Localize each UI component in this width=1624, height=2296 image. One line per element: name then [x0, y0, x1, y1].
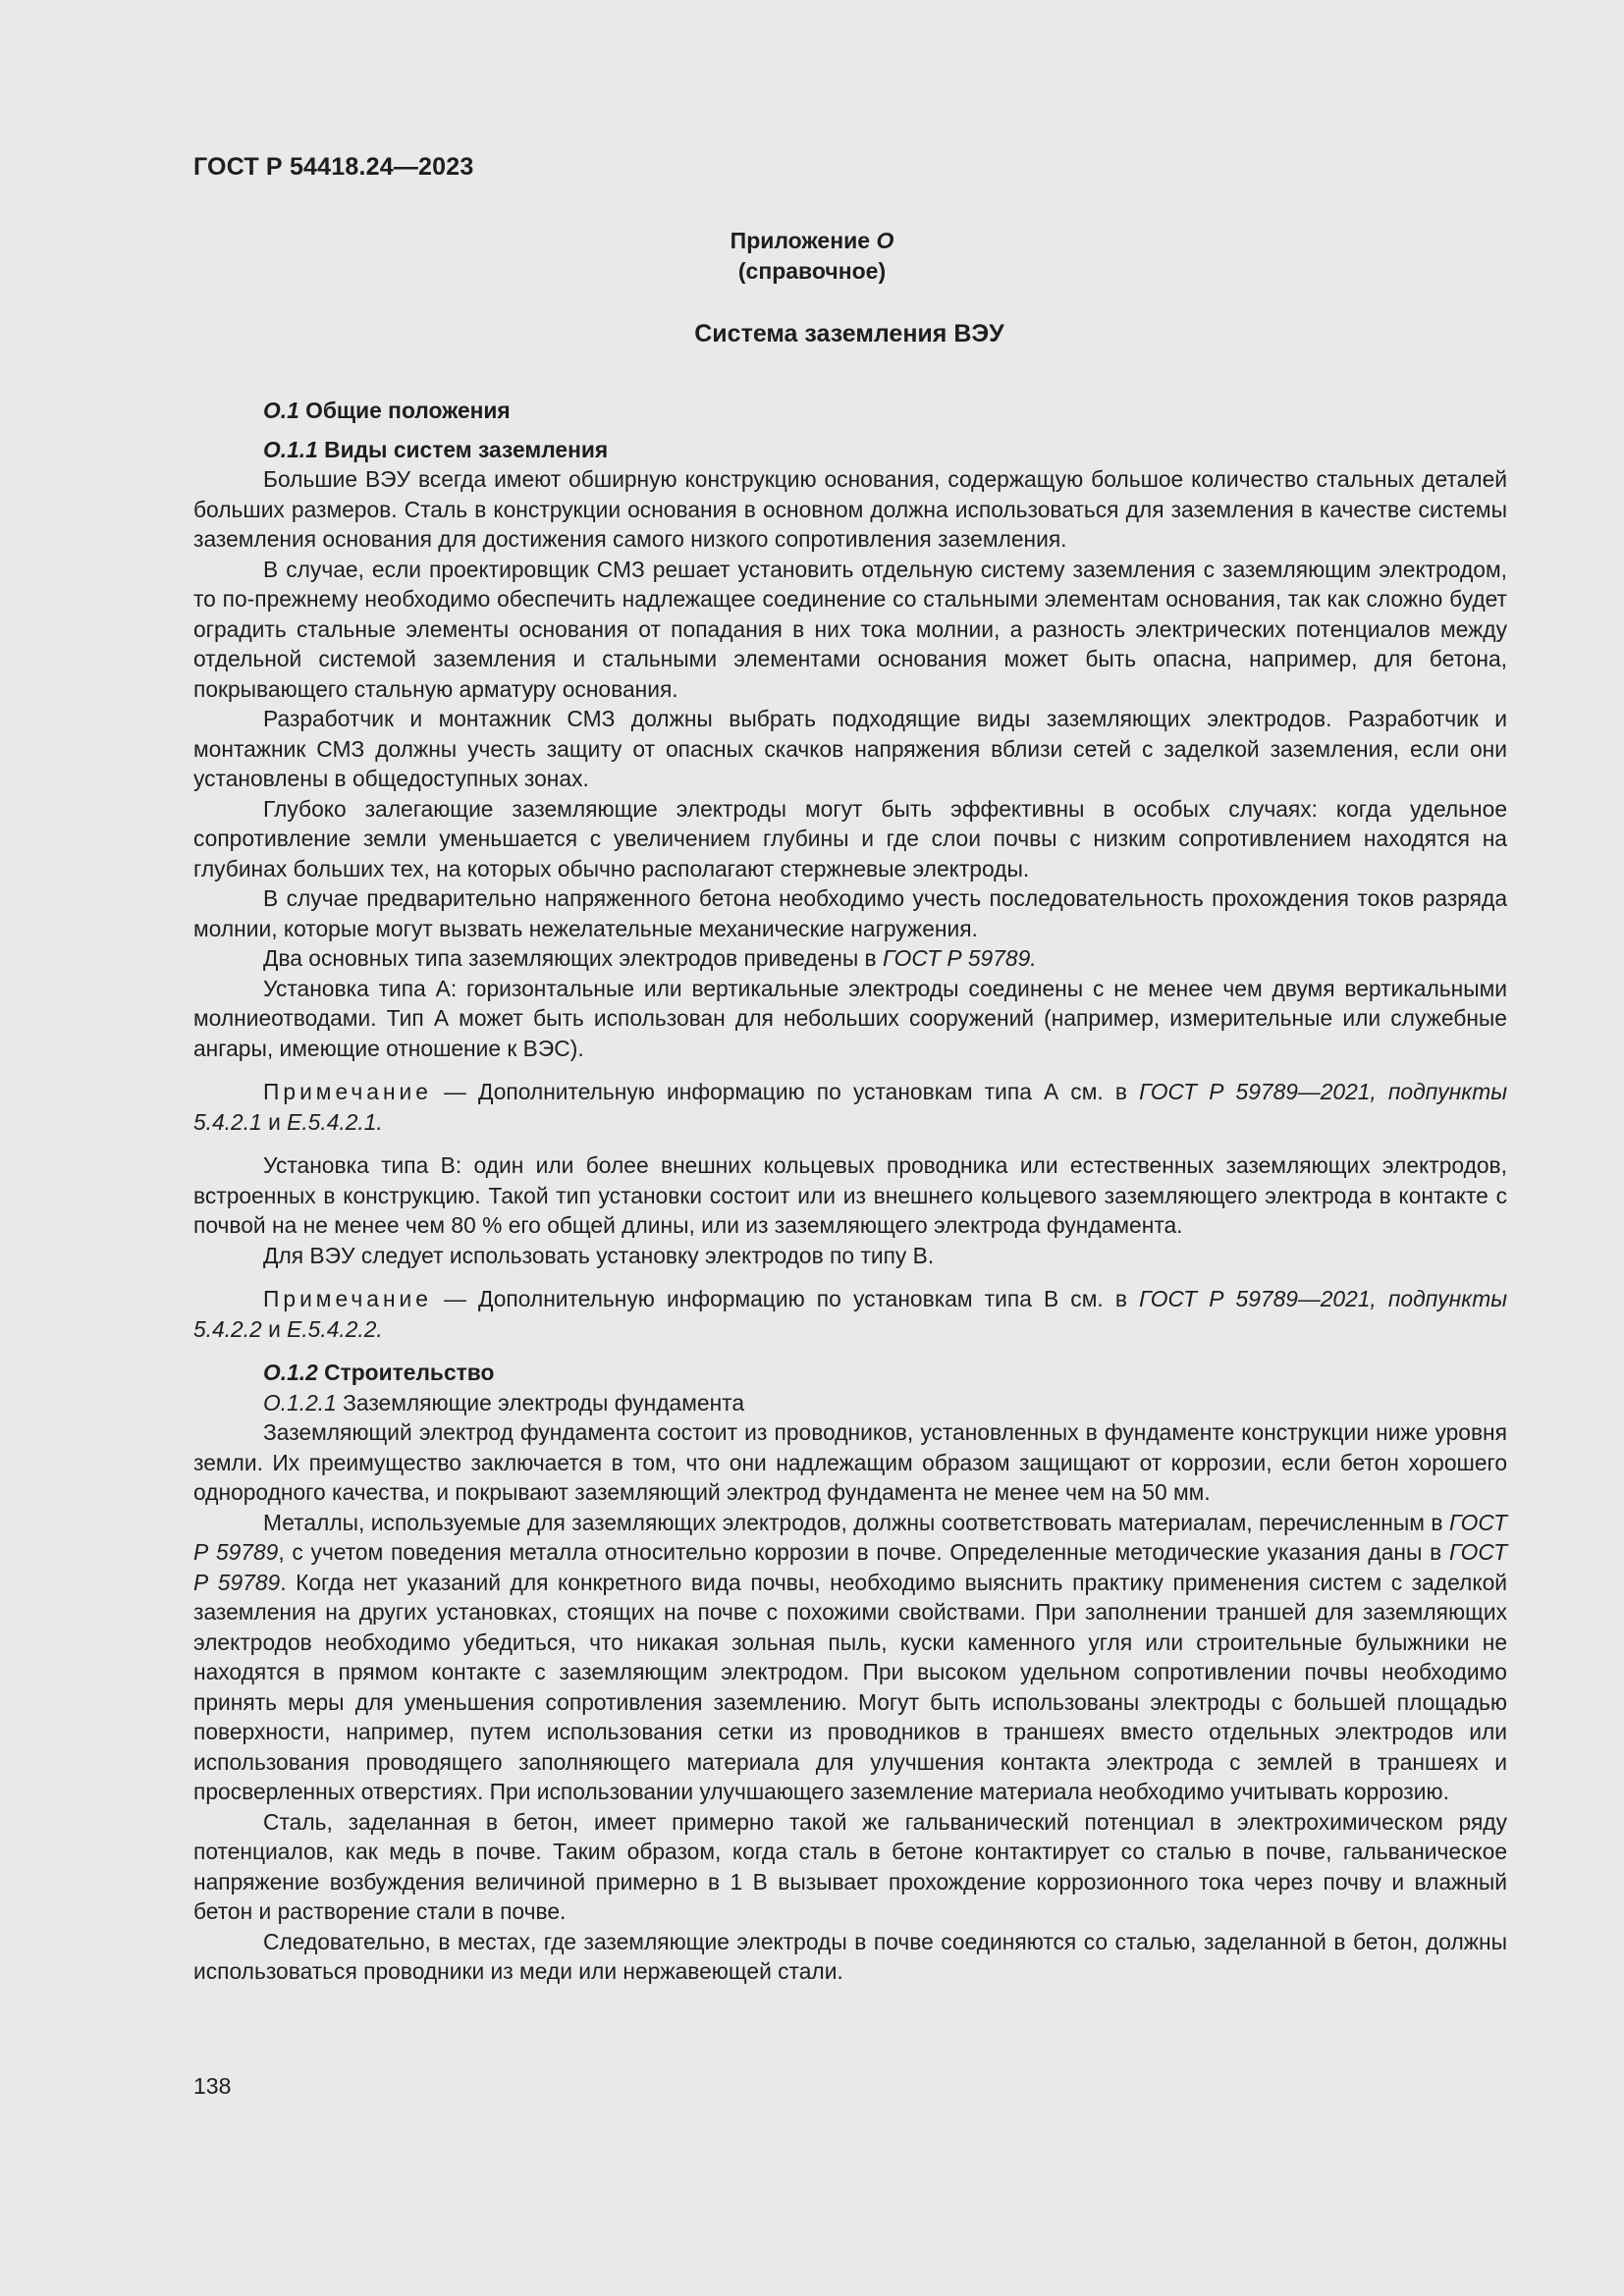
paragraph: Для ВЭУ следует использовать установку электродов по типу В.	[263, 1242, 935, 1268]
paragraph: Установка типа В: один или более внешних кольцевых проводника или естественных заземляющих электродов, встроенных в конструкцию. Такой тип установки состоит или из внешнего кольцевого заземляющего электрода в контакте с почвой на не менее чем 80 % его общей длины, или из заземляющего электрода фундамента.	[193, 1152, 1507, 1238]
appendix-kind: (справочное)	[737, 258, 887, 284]
document-code-header: ГОСТ Р 54418.24—2023	[193, 153, 474, 181]
paragraph-text: . Когда нет указаний для конкретного вида почвы, необходимо выяснить практику применения систем с заделкой заземления на других установках, стоящих на почве с похожими свойствами. При заполнении траншей для заземляющих электродов необходимо убедиться, что никакая зольная пыль, куски каменного угля или строительные булыжники не находятся в прямом контакте с заземляющим электродом. При высоком удельном сопротивлении почвы необходимо принять меры для уменьшения сопротивления заземлению. Могут быть использованы электроды с большей площадью поверхности, например, путем использования сетки из проводников в траншеях вместо отдельных электродов или использования проводящего заполняющего материала для улучшения контакта электрода с землей в траншеях и просверленных отверстиях. При использовании улучшающего заземление материала необходимо учитывать коррозию.	[193, 1569, 1508, 1804]
subsection-number: О.1.2.1	[263, 1389, 337, 1415]
paragraph	[193, 1508, 1507, 1807]
paragraph-text: , с учетом поведения металла относительно коррозии в почве. Определенные методические указания даны в	[278, 1539, 1442, 1565]
note-conjunction: и	[268, 1315, 281, 1342]
paragraph: Глубоко залегающие заземляющие электроды могут быть эффективны в особых случаях: когда удельное сопротивление земли уменьшается с увеличением глубины и где слои почвы с низким сопротивлением находятся на глубинах больших тех, на которых обычно располагают стержневые электроды.	[193, 795, 1507, 881]
standard-reference: ГОСТ Р 59789	[193, 1539, 1508, 1595]
paragraph-text: Металлы, используемые для заземляющих электродов, должны соответствовать материалам, перечисленным в	[263, 1509, 1443, 1535]
paragraph-text: Два основных типа заземляющих электродов приведены в	[263, 945, 877, 971]
paragraph: Заземляющий электрод фундамента состоит из проводников, установленных в фундаменте конструкции ниже уровня земли. Их преимущество заключается в том, что они надлежащим образом защищают от коррозии, если бетон хорошего однородного качества, и покрывают заземляющий электрод фундамента не менее чем на 50 мм.	[193, 1419, 1507, 1505]
note-paragraph	[193, 1077, 1507, 1137]
section-heading-o1	[193, 396, 1507, 426]
appendix-heading	[0, 226, 1624, 287]
standard-reference: ГОСТ Р 59789—2021, подпункты 5.4.2.1	[193, 1079, 1507, 1135]
note-paragraph	[193, 1284, 1507, 1344]
note-label: Примечание	[263, 1286, 432, 1311]
section-heading-o12	[193, 1358, 1507, 1388]
note-text: — Дополнительную информацию по установкам типа В см. в	[444, 1286, 1127, 1311]
paragraph: Большие ВЭУ всегда имеют обширную конструкцию основания, содержащую большое количество стальных деталей больших размеров. Сталь в конструкции основания в основном должна использоваться для заземления в качестве системы заземления основания для достижения самого низкого сопротивления заземления.	[193, 466, 1507, 552]
document-body	[193, 396, 1507, 1987]
appendix-title: Система заземления ВЭУ	[694, 320, 1004, 347]
appendix-label-line	[0, 226, 1624, 256]
note-text: — Дополнительную информацию по установкам типа А см. в	[444, 1079, 1127, 1104]
paragraph: Разработчик и монтажник СМЗ должны выбрать подходящие виды заземляющих электродов. Разработчик и монтажник СМЗ должны учесть защиту от опасных скачков напряжения вблизи сетей с заделкой заземления, если они установлены в общедоступных зонах.	[193, 706, 1507, 791]
note-label: Примечание	[263, 1079, 432, 1104]
paragraph: В случае, если проектировщик СМЗ решает установить отдельную систему заземления с заземляющим электродом, то по-прежнему необходимо обеспечить надлежащее соединение со стальными элементам основания, так как сложно будет оградить стальные элементы основания от попадания в них тока молнии, а разность электрических потенциалов между отдельной системой заземления и стальными элементами основания может быть опасна, например, для бетона, покрывающего стальную арматуру основания.	[193, 556, 1507, 702]
paragraph: Следовательно, в местах, где заземляющие электроды в почве соединяются со сталью, заделанной в бетон, должны использоваться проводники из меди или нержавеющей стали.	[193, 1928, 1507, 1984]
section-number: О.1	[263, 398, 299, 423]
subsection-title: Заземляющие электроды фундамента	[343, 1389, 745, 1415]
paragraph	[193, 943, 1507, 974]
standard-reference: ГОСТ Р 59789—2021, подпункты 5.4.2.2	[193, 1286, 1507, 1342]
standard-reference: ГОСТ Р 59789.	[883, 945, 1037, 971]
section-heading-o11	[193, 435, 1507, 465]
standard-reference: ГОСТ Р 59789	[193, 1509, 1507, 1565]
section-number: О.1.2	[263, 1360, 318, 1385]
note-conjunction: и	[268, 1108, 281, 1135]
appendix-letter: О	[876, 228, 894, 253]
paragraph: В случае предварительно напряженного бетона необходимо учесть последовательность прохождения токов разряда молнии, которые могут вызвать нежелательные механические нагружения.	[193, 885, 1507, 941]
page-number: 138	[193, 2073, 232, 2099]
standard-reference: Е.5.4.2.2.	[287, 1315, 383, 1342]
appendix-label: Приложение	[730, 228, 871, 253]
section-title: Общие положения	[305, 398, 511, 423]
paragraph: Установка типа А: горизонтальные или вертикальные электроды соединены с не менее чем двумя вертикальными молниеотводами. Тип А может быть использован для небольших сооружений (например, измерительные или служебные ангары, имеющие отношение к ВЭС).	[193, 975, 1507, 1061]
standard-reference: Е.5.4.2.1.	[287, 1108, 383, 1135]
section-title: Виды систем заземления	[324, 436, 609, 462]
section-title: Строительство	[324, 1360, 495, 1385]
section-number: О.1.1	[263, 436, 318, 462]
paragraph: Сталь, заделанная в бетон, имеет примерно такой же гальванический потенциал в электрохимическом ряду потенциалов, как медь в почве. Таким образом, когда сталь в бетоне контактирует со сталью в почве, гальваническое напряжение возбуждения величиной примерно в 1 В вызывает прохождение коррозионного тока через почву и влажный бетон и растворение стали в почве.	[193, 1808, 1507, 1924]
subsection-heading-o121	[193, 1388, 1507, 1418]
